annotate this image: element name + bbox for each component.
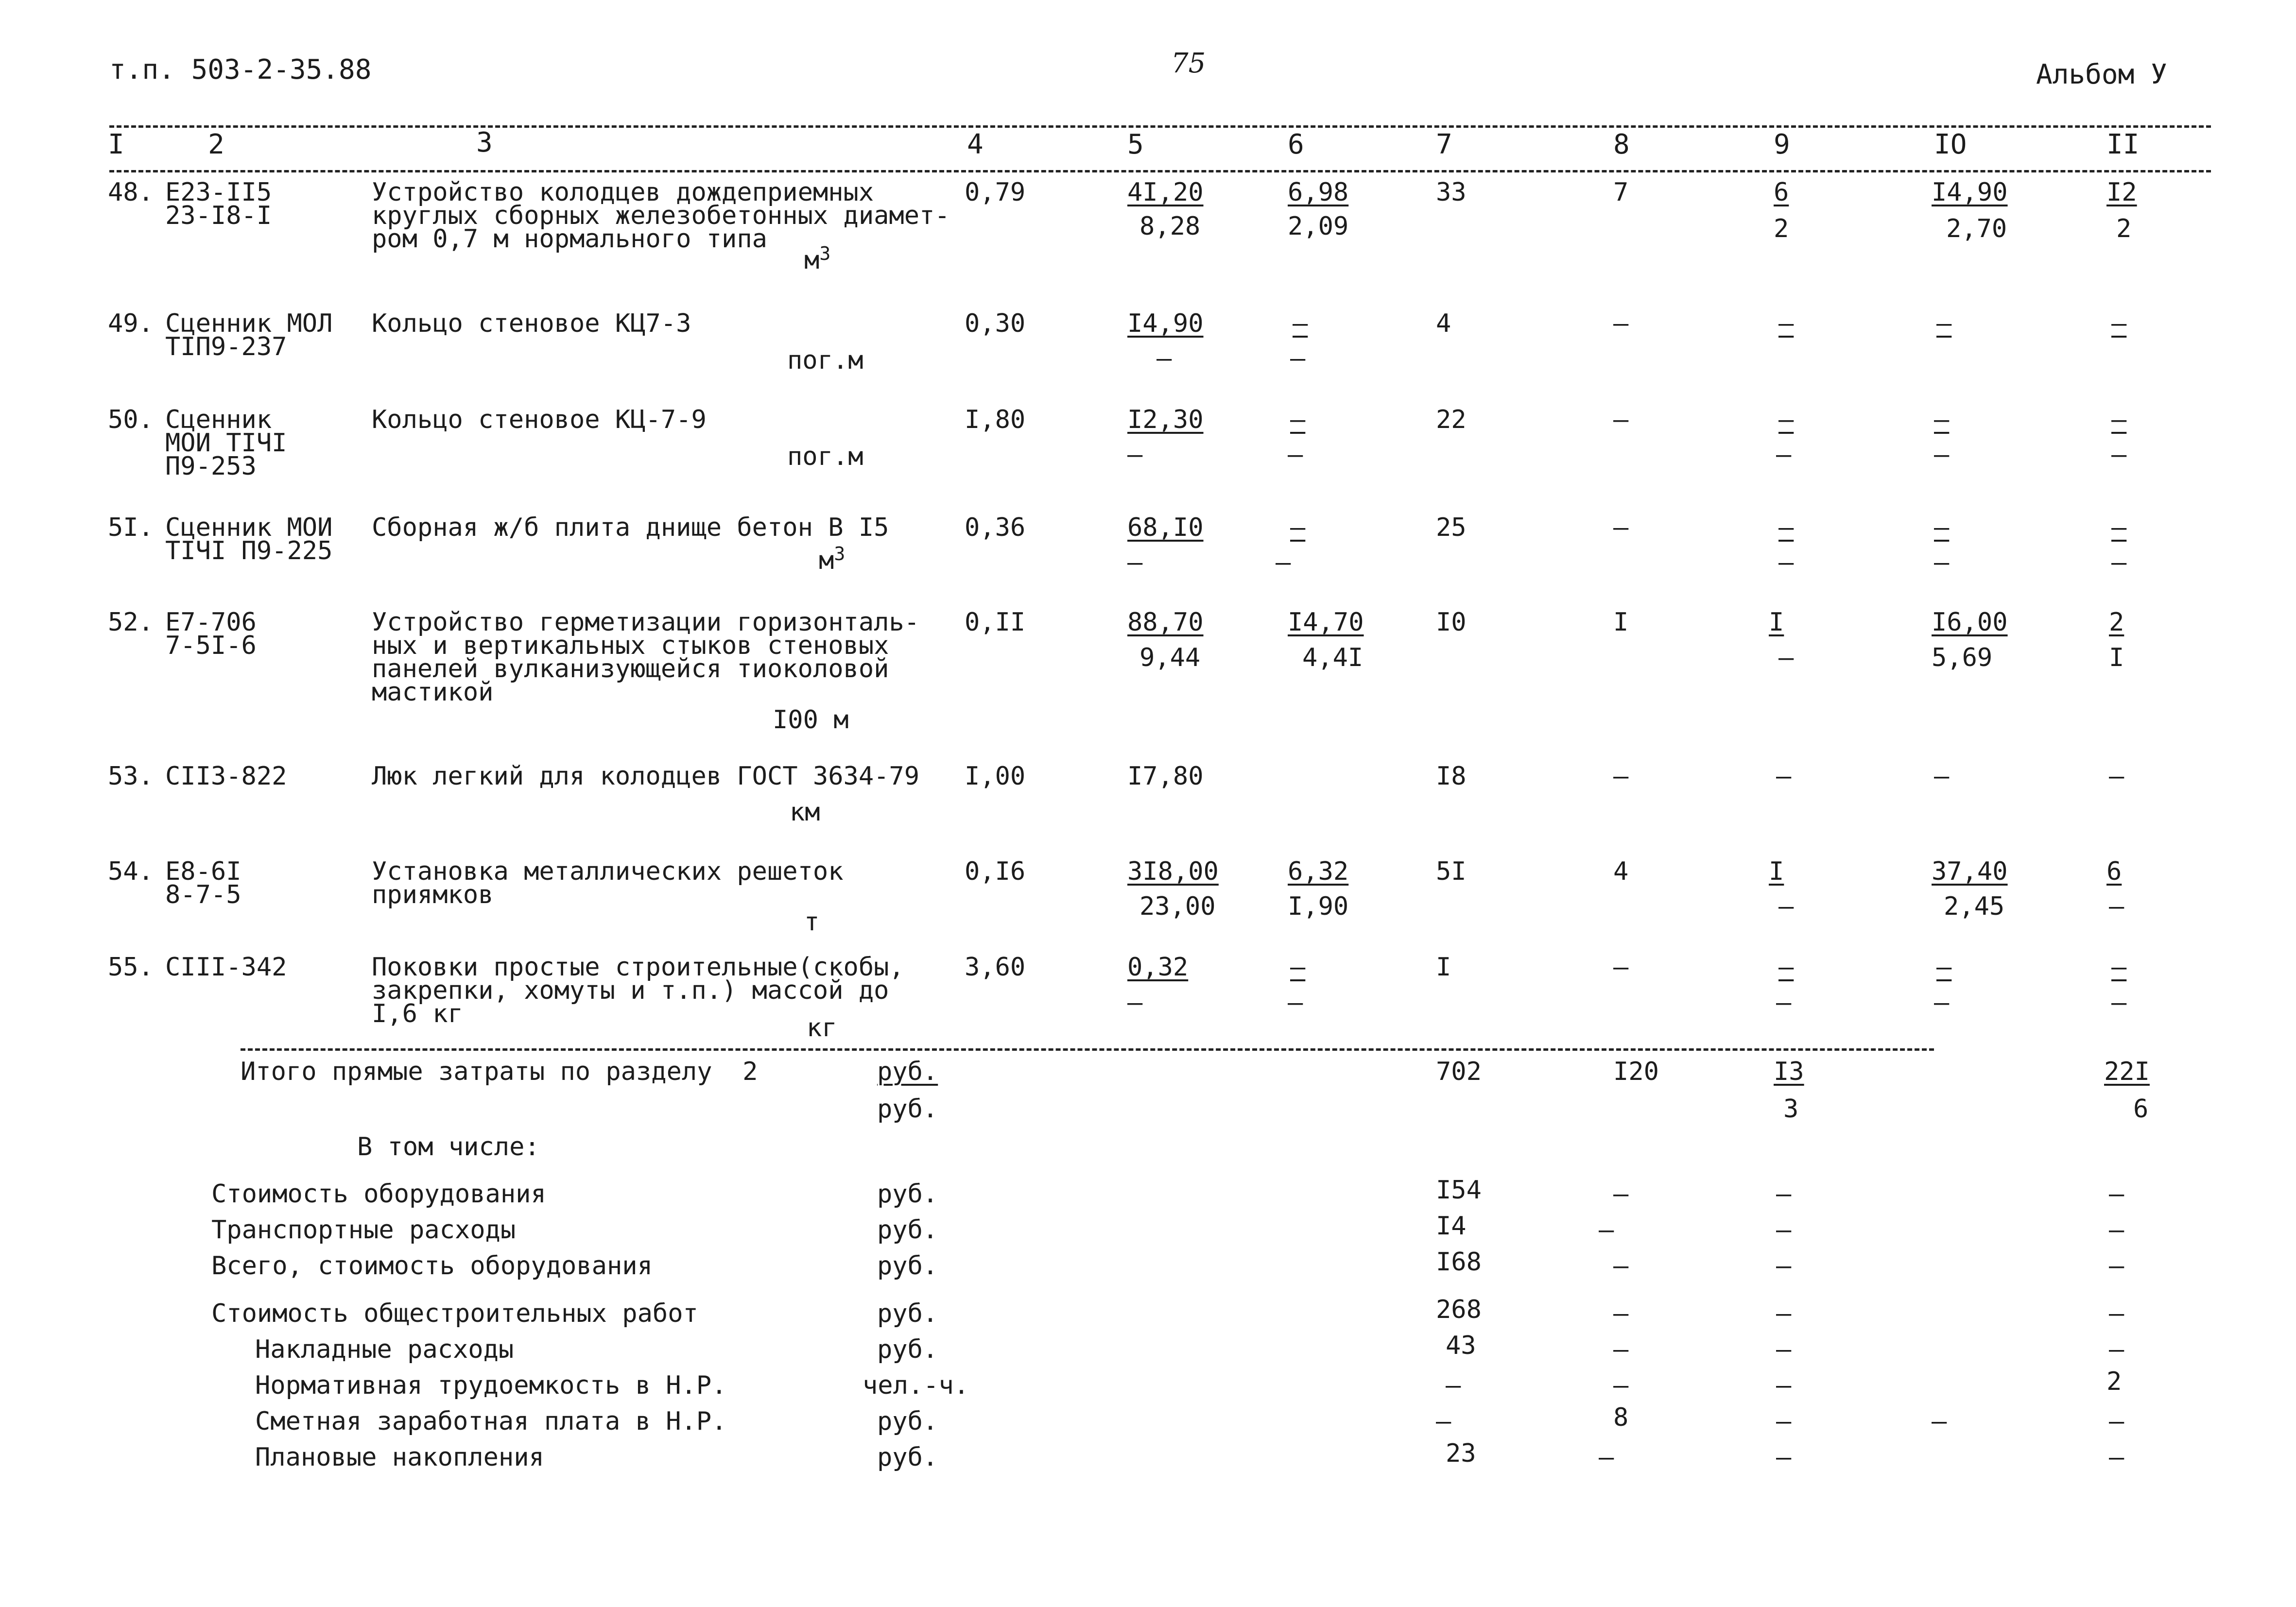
quantity: 0,79 (965, 178, 1026, 207)
totals-cell-11-top: 22I (2104, 1057, 2150, 1086)
row-unit (819, 543, 846, 575)
row-number: 49. (108, 309, 154, 338)
cell-10-top: – (1934, 513, 1950, 542)
row-description: приямков (372, 880, 494, 909)
cell-5-bottom: – (1127, 440, 1143, 469)
row-unit: I00 м (773, 705, 849, 735)
cell-8: 4 (1613, 857, 1629, 886)
summary-cell-7: I68 (1436, 1248, 1482, 1277)
cell-9-bottom: – (1778, 548, 1794, 577)
cell-11-top: – (2111, 513, 2127, 542)
cell-11-top: 2 (2109, 608, 2124, 637)
cell-7: 22 (1436, 405, 1467, 434)
cell-10-bottom: – (1934, 988, 1950, 1017)
row-description: ных и вертикальных стыков стеновых (372, 631, 889, 660)
quantity: I,00 (965, 762, 1026, 791)
summary-label: Стоимость оборудования (211, 1180, 546, 1209)
row-description: Кольцо стеновое КЦ-7-9 (372, 405, 707, 434)
cell-9-top: – (1778, 513, 1794, 542)
summary-cell-11: – (2109, 1335, 2124, 1364)
row-number: 54. (108, 857, 154, 886)
totals-separator (241, 1048, 1934, 1051)
row-code: Сценник МОИ (165, 513, 333, 542)
summary-cell-11: 2 (2106, 1367, 2122, 1396)
cell-8: – (1613, 762, 1629, 791)
cell-6-top: – (1290, 405, 1306, 434)
summary-cell-11: – (2109, 1299, 2124, 1328)
row-code: Сценник (165, 405, 272, 434)
totals-cell-7: 702 (1436, 1057, 1482, 1086)
row-code: СIII-342 (165, 953, 287, 982)
quantity: 0,I6 (965, 857, 1026, 886)
summary-unit: руб. (877, 1251, 938, 1281)
cell-9-bottom: – (1778, 892, 1794, 921)
cell-5-top: 88,70 (1127, 608, 1204, 637)
including-label: В том числе: (357, 1132, 540, 1162)
cell-10-top: – (1936, 309, 1952, 338)
cell-8: I (1613, 608, 1629, 637)
cell-8: – (1613, 953, 1629, 982)
cell-7: 33 (1436, 178, 1467, 207)
cell-9-bottom: – (1776, 440, 1792, 469)
row-code: 8-7-5 (165, 880, 242, 909)
summary-label: Всего, стоимость оборудования (211, 1251, 653, 1281)
row-code: Е7-706 (165, 608, 257, 637)
row-code: 23-I8-I (165, 201, 272, 230)
cell-9-top: – (1778, 309, 1794, 338)
totals-cell-11-bottom: 6 (2133, 1094, 2149, 1124)
cell-9-bottom: – (1776, 988, 1792, 1017)
summary-unit: руб. (877, 1180, 938, 1209)
summary-unit: руб. (877, 1299, 938, 1328)
quantity: 0,36 (965, 513, 1026, 542)
row-code: МОИ ТIЧI (165, 428, 287, 458)
summary-cell-9: – (1776, 1299, 1792, 1328)
cell-11-top: – (2111, 309, 2127, 338)
row-code: Е8-6I (165, 857, 242, 886)
cell-9-top: – (1778, 405, 1794, 434)
summary-cell-7: – (1446, 1371, 1461, 1400)
totals-cell-8: I20 (1613, 1057, 1659, 1086)
summary-cell-8: – (1613, 1371, 1629, 1400)
row-description: Устройство герметизации горизонталь- (372, 608, 920, 637)
cell-5-top: 0,32 (1127, 953, 1189, 982)
summary-cell-11: – (2109, 1407, 2124, 1436)
row-description: Поковки простые строительные(скобы, (372, 953, 904, 982)
row-description: Люк легкий для колодцев ГОСТ 3634-79 (372, 762, 920, 791)
cell-7: 25 (1436, 513, 1467, 542)
cell-7: I (1436, 953, 1451, 982)
quantity: 3,60 (965, 953, 1026, 982)
unit-text: м (804, 246, 820, 275)
row-code: Сценник МОЛ (165, 309, 333, 338)
summary-cell-7: 43 (1446, 1331, 1476, 1360)
col-header-3: 3 (476, 127, 493, 158)
row-description: Кольцо стеновое КЦ7-3 (372, 309, 691, 338)
summary-cell-9: – (1776, 1371, 1792, 1400)
cell-9-bottom: – (1778, 643, 1794, 672)
summary-cell-11: – (2109, 1443, 2124, 1472)
cell-5-bottom: 8,28 (1139, 212, 1201, 241)
totals-unit: руб. (877, 1057, 938, 1086)
totals-label: Итого прямые затраты по разделу 2 (241, 1057, 758, 1086)
header-bottom-border (109, 170, 2211, 172)
summary-label: Транспортные расходы (211, 1215, 516, 1245)
cell-9-top: I (1769, 857, 1784, 886)
row-description: Установка металлических решеток (372, 857, 844, 886)
summary-cell-8: – (1613, 1335, 1629, 1364)
cell-9-top: I (1769, 608, 1784, 637)
summary-label: Стоимость общестроительных работ (211, 1299, 698, 1328)
cell-9-top: – (1778, 953, 1794, 982)
cell-8: – (1613, 513, 1629, 542)
cell-7: 5I (1436, 857, 1467, 886)
cell-9-top: – (1776, 762, 1792, 791)
cell-6-top: – (1290, 953, 1306, 982)
col-header-10: IO (1934, 129, 1967, 160)
summary-label: Накладные расходы (255, 1335, 514, 1364)
cell-6-bottom: – (1288, 988, 1303, 1017)
row-unit: пог.м (787, 346, 863, 375)
col-header-8: 8 (1613, 129, 1630, 160)
document-code: т.п. 503-2-35.88 (109, 54, 372, 85)
totals-unit: руб. (877, 1094, 938, 1124)
cell-7: I8 (1436, 762, 1467, 791)
cell-6-top: 6,32 (1288, 857, 1349, 886)
summary-cell-8: – (1613, 1251, 1629, 1281)
summary-cell-11: – (2109, 1215, 2124, 1245)
cell-6-bottom: – (1276, 548, 1291, 577)
summary-label: Сметная заработная плата в Н.Р. (255, 1407, 727, 1436)
summary-unit: чел.-ч. (863, 1371, 969, 1400)
row-unit: км (790, 798, 820, 827)
cell-11-bottom: – (2111, 440, 2127, 469)
row-code: 7-5I-6 (165, 631, 257, 660)
summary-cell-7: I54 (1436, 1176, 1482, 1205)
row-description: закрепки, хомуты и т.п.) массой до (372, 976, 889, 1005)
summary-cell-11: – (2109, 1180, 2124, 1209)
summary-cell-10: – (1932, 1407, 1947, 1436)
cell-10-top: I6,00 (1932, 608, 2008, 637)
cell-11-bottom: – (2111, 548, 2127, 577)
col-header-6: 6 (1288, 129, 1304, 160)
cell-9-top: 6 (1774, 178, 1789, 207)
summary-cell-8: – (1599, 1215, 1614, 1245)
summary-unit: руб. (877, 1335, 938, 1364)
row-number: 55. (108, 953, 154, 982)
summary-cell-7: I4 (1436, 1212, 1467, 1241)
cell-5-top: I2,30 (1127, 405, 1204, 434)
cell-10-top: – (1936, 953, 1952, 982)
cell-10-bottom: – (1934, 548, 1950, 577)
cell-5-bottom: 9,44 (1139, 643, 1201, 672)
col-header-4: 4 (967, 129, 984, 160)
summary-cell-8: – (1599, 1443, 1614, 1472)
unit-superscript: 3 (834, 543, 846, 564)
cell-11-bottom: I (2109, 643, 2124, 672)
cell-11-bottom: – (2111, 988, 2127, 1017)
summary-cell-9: – (1776, 1443, 1792, 1472)
cell-6-bottom: 2,09 (1288, 212, 1349, 241)
cell-6-bottom: 4,4I (1302, 643, 1364, 672)
row-description: панелей вулканизующейся тиоколовой (372, 654, 889, 684)
col-header-2: 2 (208, 129, 224, 160)
row-unit: кг (807, 1013, 837, 1043)
summary-label: Нормативная трудоемкость в Н.Р. (255, 1371, 727, 1400)
cell-7: I0 (1436, 608, 1467, 637)
cell-10-bottom: 5,69 (1932, 643, 1993, 672)
row-number: 50. (108, 405, 154, 434)
summary-unit: руб. (877, 1215, 938, 1245)
cell-6-top: – (1290, 513, 1306, 542)
summary-cell-7: 23 (1446, 1439, 1476, 1468)
cell-6-top: – (1293, 309, 1308, 338)
cell-10-top: – (1934, 762, 1950, 791)
cell-10-bottom: – (1934, 440, 1950, 469)
summary-cell-8: 8 (1613, 1403, 1629, 1432)
row-code: Е23-II5 (165, 178, 272, 207)
col-header-1: I (108, 129, 124, 160)
cell-11-top: – (2109, 762, 2124, 791)
cell-6-top: 6,98 (1288, 178, 1349, 207)
row-description: мастикой (372, 678, 494, 707)
summary-cell-9: – (1776, 1251, 1792, 1281)
row-description: I,6 кг (372, 999, 463, 1028)
row-code: ТIП9-237 (165, 332, 287, 361)
cell-5-top: I7,80 (1127, 762, 1204, 791)
cell-10-top: 37,40 (1932, 857, 2008, 886)
summary-cell-7: – (1436, 1407, 1451, 1436)
summary-cell-9: – (1776, 1215, 1792, 1245)
cell-11-bottom: – (2109, 892, 2124, 921)
cell-6-bottom: I,90 (1288, 892, 1349, 921)
row-description: круглых сборных железобетонных диамет- (372, 201, 950, 230)
cell-5-bottom: – (1157, 344, 1172, 373)
cell-10-bottom: 2,70 (1946, 214, 2007, 243)
col-header-7: 7 (1436, 129, 1452, 160)
summary-cell-9: – (1776, 1335, 1792, 1364)
row-description: Сборная ж/б плита днище бетон В I5 (372, 513, 889, 542)
row-unit: пог.м (787, 442, 863, 471)
cell-11-bottom: 2 (2116, 214, 2132, 243)
summary-label: Плановые накопления (255, 1443, 544, 1472)
row-number: 5I. (108, 513, 154, 542)
row-number: 52. (108, 608, 154, 637)
row-unit: т (804, 907, 820, 937)
cell-7: 4 (1436, 309, 1451, 338)
cell-5-top: I4,90 (1127, 309, 1204, 338)
summary-cell-8: – (1613, 1180, 1629, 1209)
cell-8: – (1613, 309, 1629, 338)
cell-8: – (1613, 405, 1629, 434)
row-code: ТIЧI П9-225 (165, 536, 333, 565)
cell-5-top: 4I,20 (1127, 178, 1204, 207)
cell-10-top: I4,90 (1932, 178, 2008, 207)
row-code: СII3-822 (165, 762, 287, 791)
totals-cell-9-bottom: 3 (1783, 1094, 1799, 1124)
col-header-9: 9 (1774, 129, 1790, 160)
cell-8: 7 (1613, 178, 1629, 207)
cell-6-bottom: – (1290, 344, 1306, 373)
row-description: ром 0,7 м нормального типа (372, 224, 767, 254)
quantity: I,80 (965, 405, 1026, 434)
cell-10-top: – (1934, 405, 1950, 434)
cell-11-top: I2 (2106, 178, 2137, 207)
row-unit (804, 243, 831, 275)
summary-cell-8: – (1613, 1299, 1629, 1328)
cell-9-bottom: 2 (1774, 214, 1789, 243)
col-header-5: 5 (1127, 129, 1144, 160)
unit-text: м (819, 546, 834, 575)
cell-5-top: 3I8,00 (1127, 857, 1219, 886)
cell-5-bottom: 23,00 (1139, 892, 1216, 921)
cell-6-top: I4,70 (1288, 608, 1364, 637)
quantity: 0,30 (965, 309, 1026, 338)
cell-5-bottom: – (1127, 988, 1143, 1017)
header-top-border (109, 125, 2211, 128)
album-label: Альбом У (2036, 59, 2167, 90)
summary-cell-11: – (2109, 1251, 2124, 1281)
cell-10-bottom: 2,45 (1944, 892, 2005, 921)
cell-11-top: – (2111, 405, 2127, 434)
cell-6-bottom: – (1288, 440, 1303, 469)
page-number: 75 (1171, 48, 1206, 79)
col-header-11: II (2106, 129, 2140, 160)
row-code: П9-253 (165, 452, 257, 481)
summary-unit: руб. (877, 1407, 938, 1436)
cell-11-top: 6 (2106, 857, 2122, 886)
summary-unit: руб. (877, 1443, 938, 1472)
summary-cell-7: 268 (1436, 1295, 1482, 1324)
row-number: 53. (108, 762, 154, 791)
totals-cell-9-top: I3 (1774, 1057, 1804, 1086)
quantity: 0,II (965, 608, 1026, 637)
cell-11-top: – (2111, 953, 2127, 982)
row-description: Устройство колодцев дождеприемных (372, 178, 874, 207)
summary-cell-9: – (1776, 1180, 1792, 1209)
row-number: 48. (108, 178, 154, 207)
cell-5-bottom: – (1127, 548, 1143, 577)
summary-cell-9: – (1776, 1407, 1792, 1436)
unit-superscript: 3 (819, 243, 831, 264)
cell-5-top: 68,I0 (1127, 513, 1204, 542)
